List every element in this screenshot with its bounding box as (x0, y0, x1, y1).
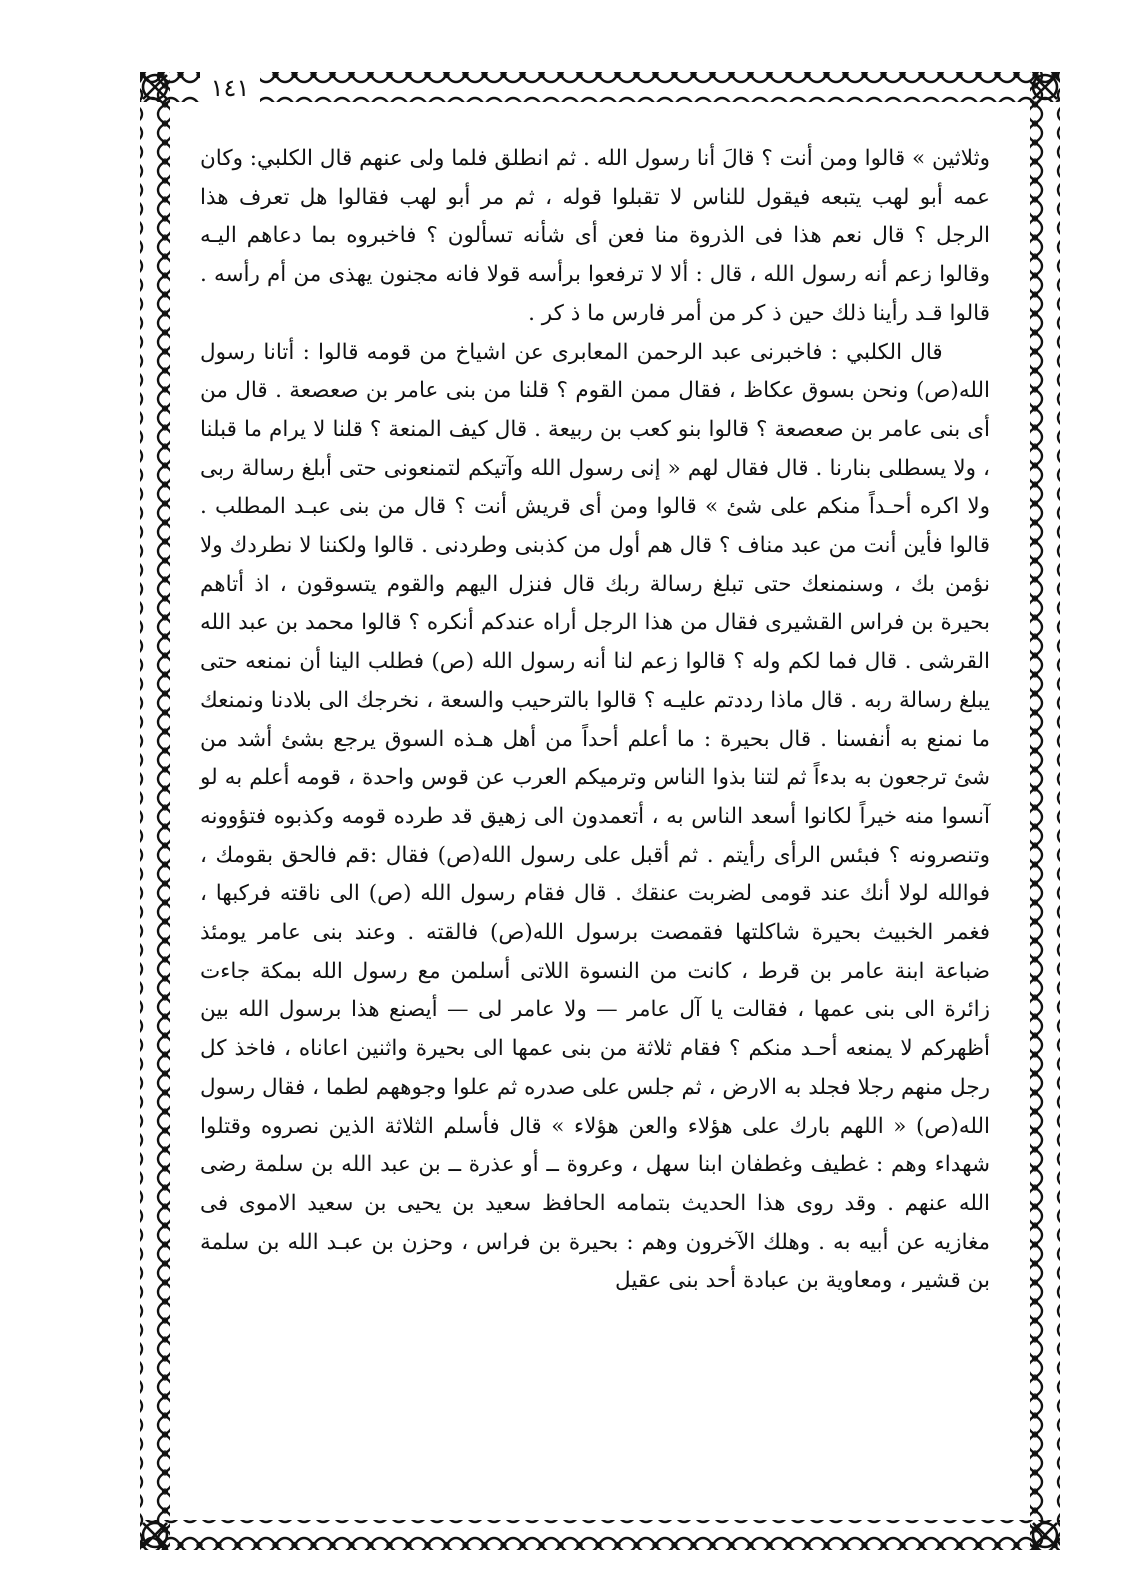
paragraph-2: قال الكلبي : فاخبرنى عبد الرحمن المعابرى عن اشياخ من قومه قالوا : أتانا رسول الله(ص) ونحن بسوق عكاظ ، فقال ممن القوم ؟ قلنا من بنى عامر بن صعصعة . قال من أى بنى عامر بن صعصعة ؟ قالوا بنو كعب بن ربيعة . قال كيف المنعة ؟ قلنا لا يرام ما قبلنا ، ولا يسطلى بنارنا . قال فقال لهم « إنى رسول الله وآتيكم لتمنعونى حتى أبلغ رسالة ربى ولا اكره أحـداً منكم على شئ » قالوا ومن أى قريش أنت ؟ قال من بنى عبـد المطلب . قالوا فأين أنت من عبد مناف ؟ قال هم أول من كذبنى وطردنى . قالوا ولكننا لا نطردك ولا نؤمن بك ، وسنمنعك حتى تبلغ رسالة ربك قال فنزل اليهم والقوم يتسوقون ، اذ أتاهم بحيرة بن فراس القشيرى فقال من هذا الرجل أراه عندكم أنكره ؟ قالوا محمد بن عبد الله القرشى . قال فما لكم وله ؟ قالوا زعم لنا أنه رسول الله (ص) فطلب الينا أن نمنعه حتى يبلغ رسالة ربه . قال ماذا رددتم عليـه ؟ قالوا بالترحيب والسعة ، نخرجك الى بلادنا ونمنعك ما نمنع به أنفسنا . قال بحيرة : ما أعلم أحداً من أهل هـذه السوق يرجع بشئ أشد من شئ ترجعون به بدءاً ثم لتنا بذوا الناس وترميكم العرب عن قوس واحدة ، قومه أعلم به لو آنسوا منه خيراً لكانوا أسعد الناس به ، أتعمدون الى زهيق قد طرده قومه وكذبوه فتؤوونه وتنصرونه ؟ فبئس الرأى رأيتم . ثم أقبل على رسول الله(ص) فقال :قم فالحق بقومك ، فوالله لولا أنك عند قومى لضربت عنقك . قال فقام رسول الله (ص) الى ناقته فركبها ، فغمر الخبيث بحيرة شاكلتها فقمصت برسول الله(ص) فالقته . وعند بنى عامر يومئذ ضباعة ابنة عامر بن قرط ، كانت من النسوة اللاتى أسلمن مع رسول الله بمكة جاءت زائرة الى بنى عمها ، فقالت يا آل عامر — ولا عامر لى — أيصنع هذا برسول الله بين أظهركم لا يمنعه أحـد منكم ؟ فقام ثلاثة من بنى عمها الى بحيرة واثنين اعاناه ، فاخذ كل رجل منهم رجلا فجلد به الارض ، ثم جلس على صدره ثم علوا وجوههم لطما ، فقال رسول الله(ص) « اللهم بارك على هؤلاء والعن هؤلاء » قال فأسلم الثلاثة الذين نصروه وقتلوا شهداء وهم : غطيف وغطفان ابنا سهل ، وعروة ــ أو عذرة ــ بن عبد الله بن سلمة رضى الله عنهم . وقد روى هذا الحديث بتمامه الحافظ سعيد بن يحيى بن سعيد الاموى فى مغازيه عن أبيه به . وهلك الآخرون وهم : بحيرة بن فراس ، وحزن بن عبـد الله بن سلمة بن قشير ، ومعاوية بن عبادة أحد بنى عقيل (200, 339, 990, 1294)
border-left (140, 72, 170, 1550)
page-text (200, 140, 990, 1301)
border-right (1030, 72, 1060, 1550)
paragraph-1: وثلاثين » قالوا ومن أنت ؟ قالَ أنا رسول الله . ثم انطلق فلما ولى عنهم قال الكلبي: وكان عمه أبو لهب يتبعه فيقول للناس لا تقبلوا قوله ، ثم مر أبو لهب فقالوا هل تعرف هذا الرجل ؟ قال نعم هذا فى الذروة منا فعن أى شأنه تسألون ؟ فاخبروه بما دعاهم اليـه وقالوا زعم أنه رسول الله ، قال : ألا لا ترفعوا برأسه قولا فانه مجنون يهذى من أم رأسه . قالوا قـد رأينا ذلك حين ذ كر من أمر فارس ما ذ كر . (200, 146, 990, 326)
border-bottom (140, 1520, 1060, 1550)
border-top (140, 72, 1060, 102)
page-number: ١٤١ (200, 70, 260, 106)
